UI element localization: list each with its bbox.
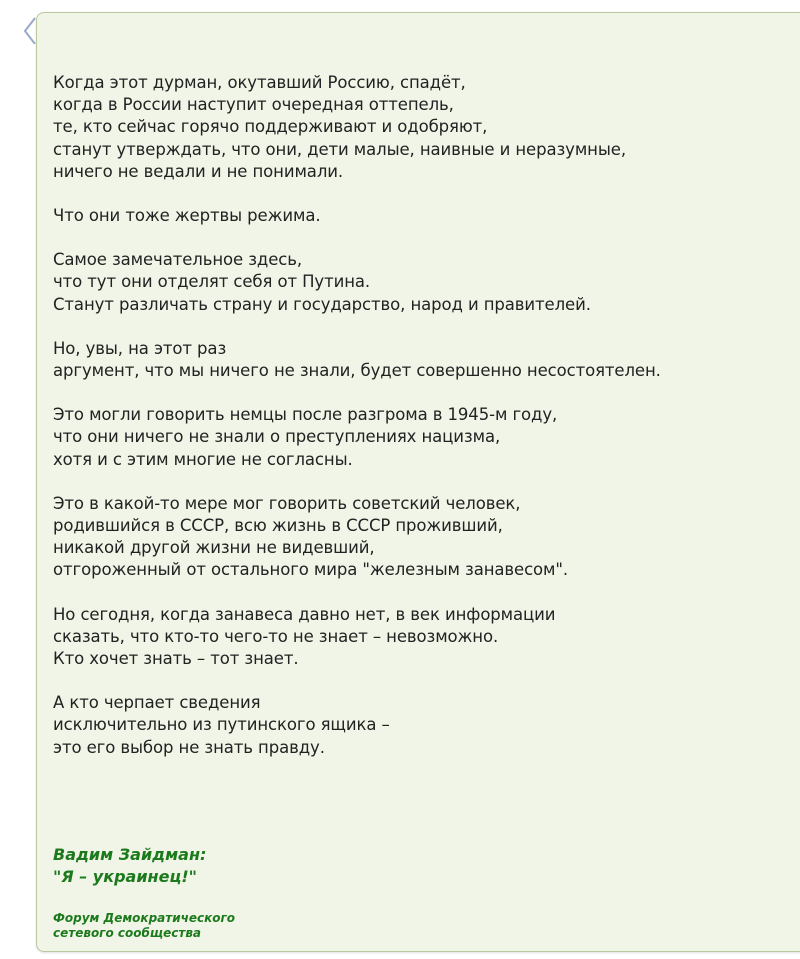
text-line: Кто хочет знать – тот знает. [53, 649, 299, 669]
paragraph [53, 604, 783, 671]
forum-credit-line-1: Форум Демократического [53, 911, 236, 925]
text-line: ничего не ведали и не понимали. [53, 161, 344, 181]
text-line: никакой другой жизни не видевший, [53, 538, 375, 558]
text-line: те, кто сейчас горячо поддерживают и одобряют, [53, 117, 488, 137]
text-line: исключительно из путинского ящика – [53, 715, 390, 735]
text-line: А кто черпает сведения [53, 693, 261, 713]
text-line: Но сегодня, когда занавеса давно нет, в век информации [53, 604, 556, 624]
text-line: Это могли говорить немцы после разгрома в 1945-м году, [53, 405, 558, 425]
signature [53, 844, 206, 888]
post-body [53, 72, 783, 781]
text-line: Что они тоже жертвы режима. [53, 206, 321, 226]
text-line: отгороженный от остального мира "железным занавесом". [53, 560, 569, 580]
paragraph [53, 72, 783, 183]
text-line: Самое замечательное здесь, [53, 250, 303, 270]
text-line: что они ничего не знали о преступлениях нацизма, [53, 427, 501, 447]
forum-credit-line-2: сетевого сообщества [53, 926, 202, 940]
text-line: что тут они отделят себя от Путина. [53, 272, 371, 292]
text-line: это его выбор не знать правду. [53, 737, 325, 757]
signature-author: Вадим Зайдман: [53, 845, 207, 864]
text-line: родившийся в СССР, всю жизнь в СССР проживший, [53, 516, 503, 536]
paragraph [53, 338, 783, 382]
text-line: Но, увы, на этот раз [53, 338, 227, 358]
paragraph [53, 249, 783, 316]
text-line: когда в России наступит очередная оттепель, [53, 95, 454, 115]
text-line: Когда этот дурман, окутавший Россию, спадёт, [53, 73, 466, 92]
paragraph [53, 404, 783, 471]
text-line: станут утверждать, что они, дети малые, наивные и неразумные, [53, 139, 626, 159]
forum-credit [53, 911, 235, 941]
paragraph [53, 692, 783, 759]
paragraph [53, 205, 783, 227]
text-line: хотя и с этим многие не согласны. [53, 449, 353, 469]
signature-title: "Я – украинец!" [53, 867, 197, 886]
text-line: сказать, что кто-то чего-то не знает – невозможно. [53, 626, 499, 646]
text-line: Это в какой-то мере мог говорить советский человек, [53, 493, 521, 513]
text-line: Станут различать страну и государство, народ и правителей. [53, 294, 591, 314]
paragraph [53, 493, 783, 582]
text-line: аргумент, что мы ничего не знали, будет совершенно несостоятелен. [53, 361, 661, 381]
